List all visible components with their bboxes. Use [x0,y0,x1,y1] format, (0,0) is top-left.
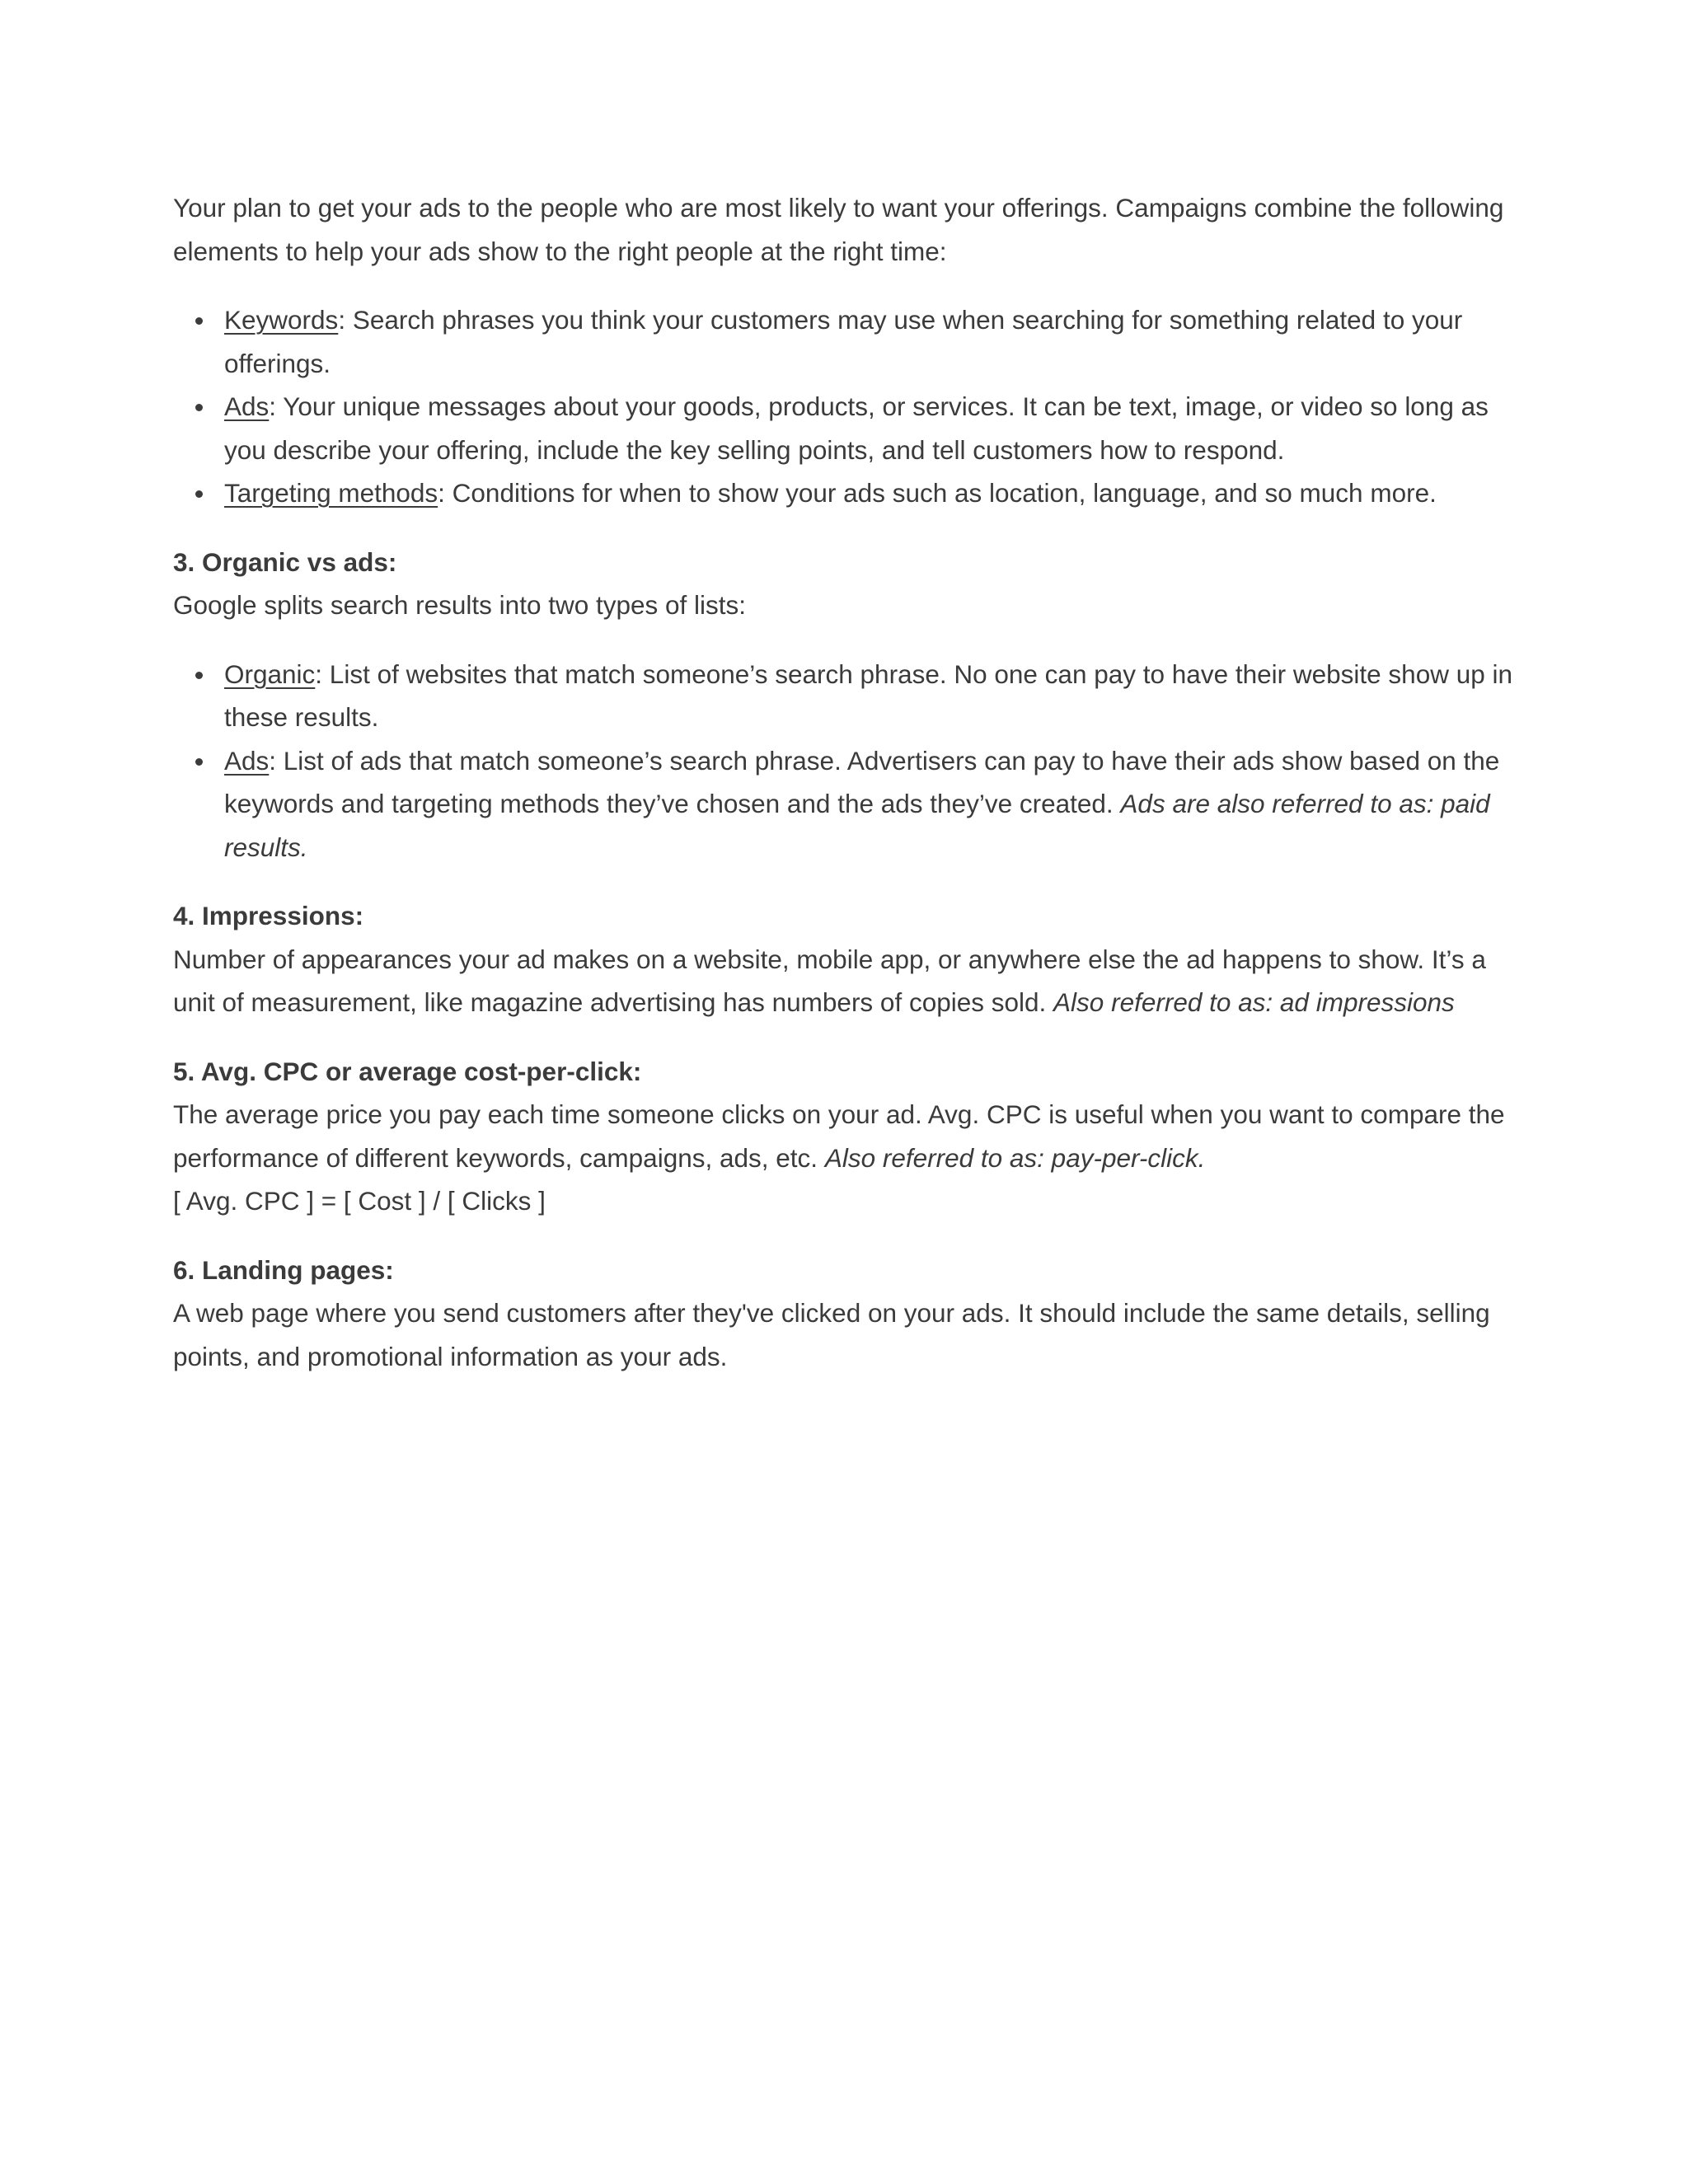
term-targeting-methods: Targeting methods [224,478,438,508]
note-paid-ads: Ads are also referred to as: paid results. [224,789,1490,862]
campaigns-intro: Your plan to get your ads to the people who are most likely to want your offerings. Campaigns combine the following elements to help your ads show to the right people at the right time: [173,193,1504,266]
definition-ads: : Your unique messages about your goods, products, or services. It can be text, image, or video so long as you describe your offering, include the key selling points, and tell customers how to respond. [224,391,1489,465]
section-impressions [173,894,1517,1024]
search-result-types-list [173,653,1517,869]
impressions-paragraph [173,938,1517,1024]
heading-landing-pages: 6. Landing pages: [173,1254,394,1285]
avg-cpc-formula: [ Avg. CPC ] = [ Cost ] / [ Clicks ] [173,1186,546,1216]
document-content [173,186,1517,1404]
avg-cpc-note: Also referred to as: pay-per-click. [824,1142,1206,1173]
list-item-organic [224,653,1517,739]
impressions-note: Also referred to as: ad impressions [1053,987,1455,1017]
definition-paid-ads: : List of ads that match someone’s search phrase. Advertisers can pay to have their ads show based on the keywords and targeting methods they’ve chosen and the ads they’ve created. [224,745,1500,818]
definition-organic: : List of websites that match someone’s search phrase. No one can pay to have their website show up in these results. [224,658,1513,732]
list-item-ads [224,385,1517,471]
term-organic: Organic [224,658,316,689]
heading-organic-vs-ads: 3. Organic vs ads: [173,546,397,577]
avg-cpc-paragraph [173,1093,1517,1179]
landing-pages-body: A web page where you send customers after they've clicked on your ads. It should include the same details, selling points, and promotional information as your ads. [173,1298,1490,1371]
term-paid-ads: Ads [224,745,270,776]
list-item-keywords [224,298,1517,385]
term-keywords: Keywords [224,305,339,335]
section-avg-cpc [173,1050,1517,1223]
campaign-elements-list [173,298,1517,515]
heading-impressions: 4. Impressions: [173,901,364,930]
list-item-targeting-methods [224,471,1517,515]
definition-keywords: : Search phrases you think your customers may use when searching for something related to your offerings. [224,305,1463,378]
section-organic-vs-ads [173,541,1517,869]
avg-cpc-body: The average price you pay each time someone clicks on your ad. Avg. CPC is useful when you want to compare the performance of different keywords, campaigns, ads, etc. [173,1099,1505,1173]
impressions-body: Number of appearances your ad makes on a website, mobile app, or anywhere else the ad happens to show. It’s a unit of measurement, like magazine advertising has numbers of copies sold. [173,944,1486,1017]
term-ads: Ads [224,391,270,421]
definition-targeting-methods: : Conditions for when to show your ads such as location, language, and so much more. [438,478,1437,508]
list-item-paid-ads [224,739,1517,869]
organic-vs-ads-body: Google splits search results into two types of lists: [173,590,747,620]
section-landing-pages [173,1249,1517,1379]
heading-avg-cpc: 5. Avg. CPC or average cost-per-click: [173,1056,642,1086]
